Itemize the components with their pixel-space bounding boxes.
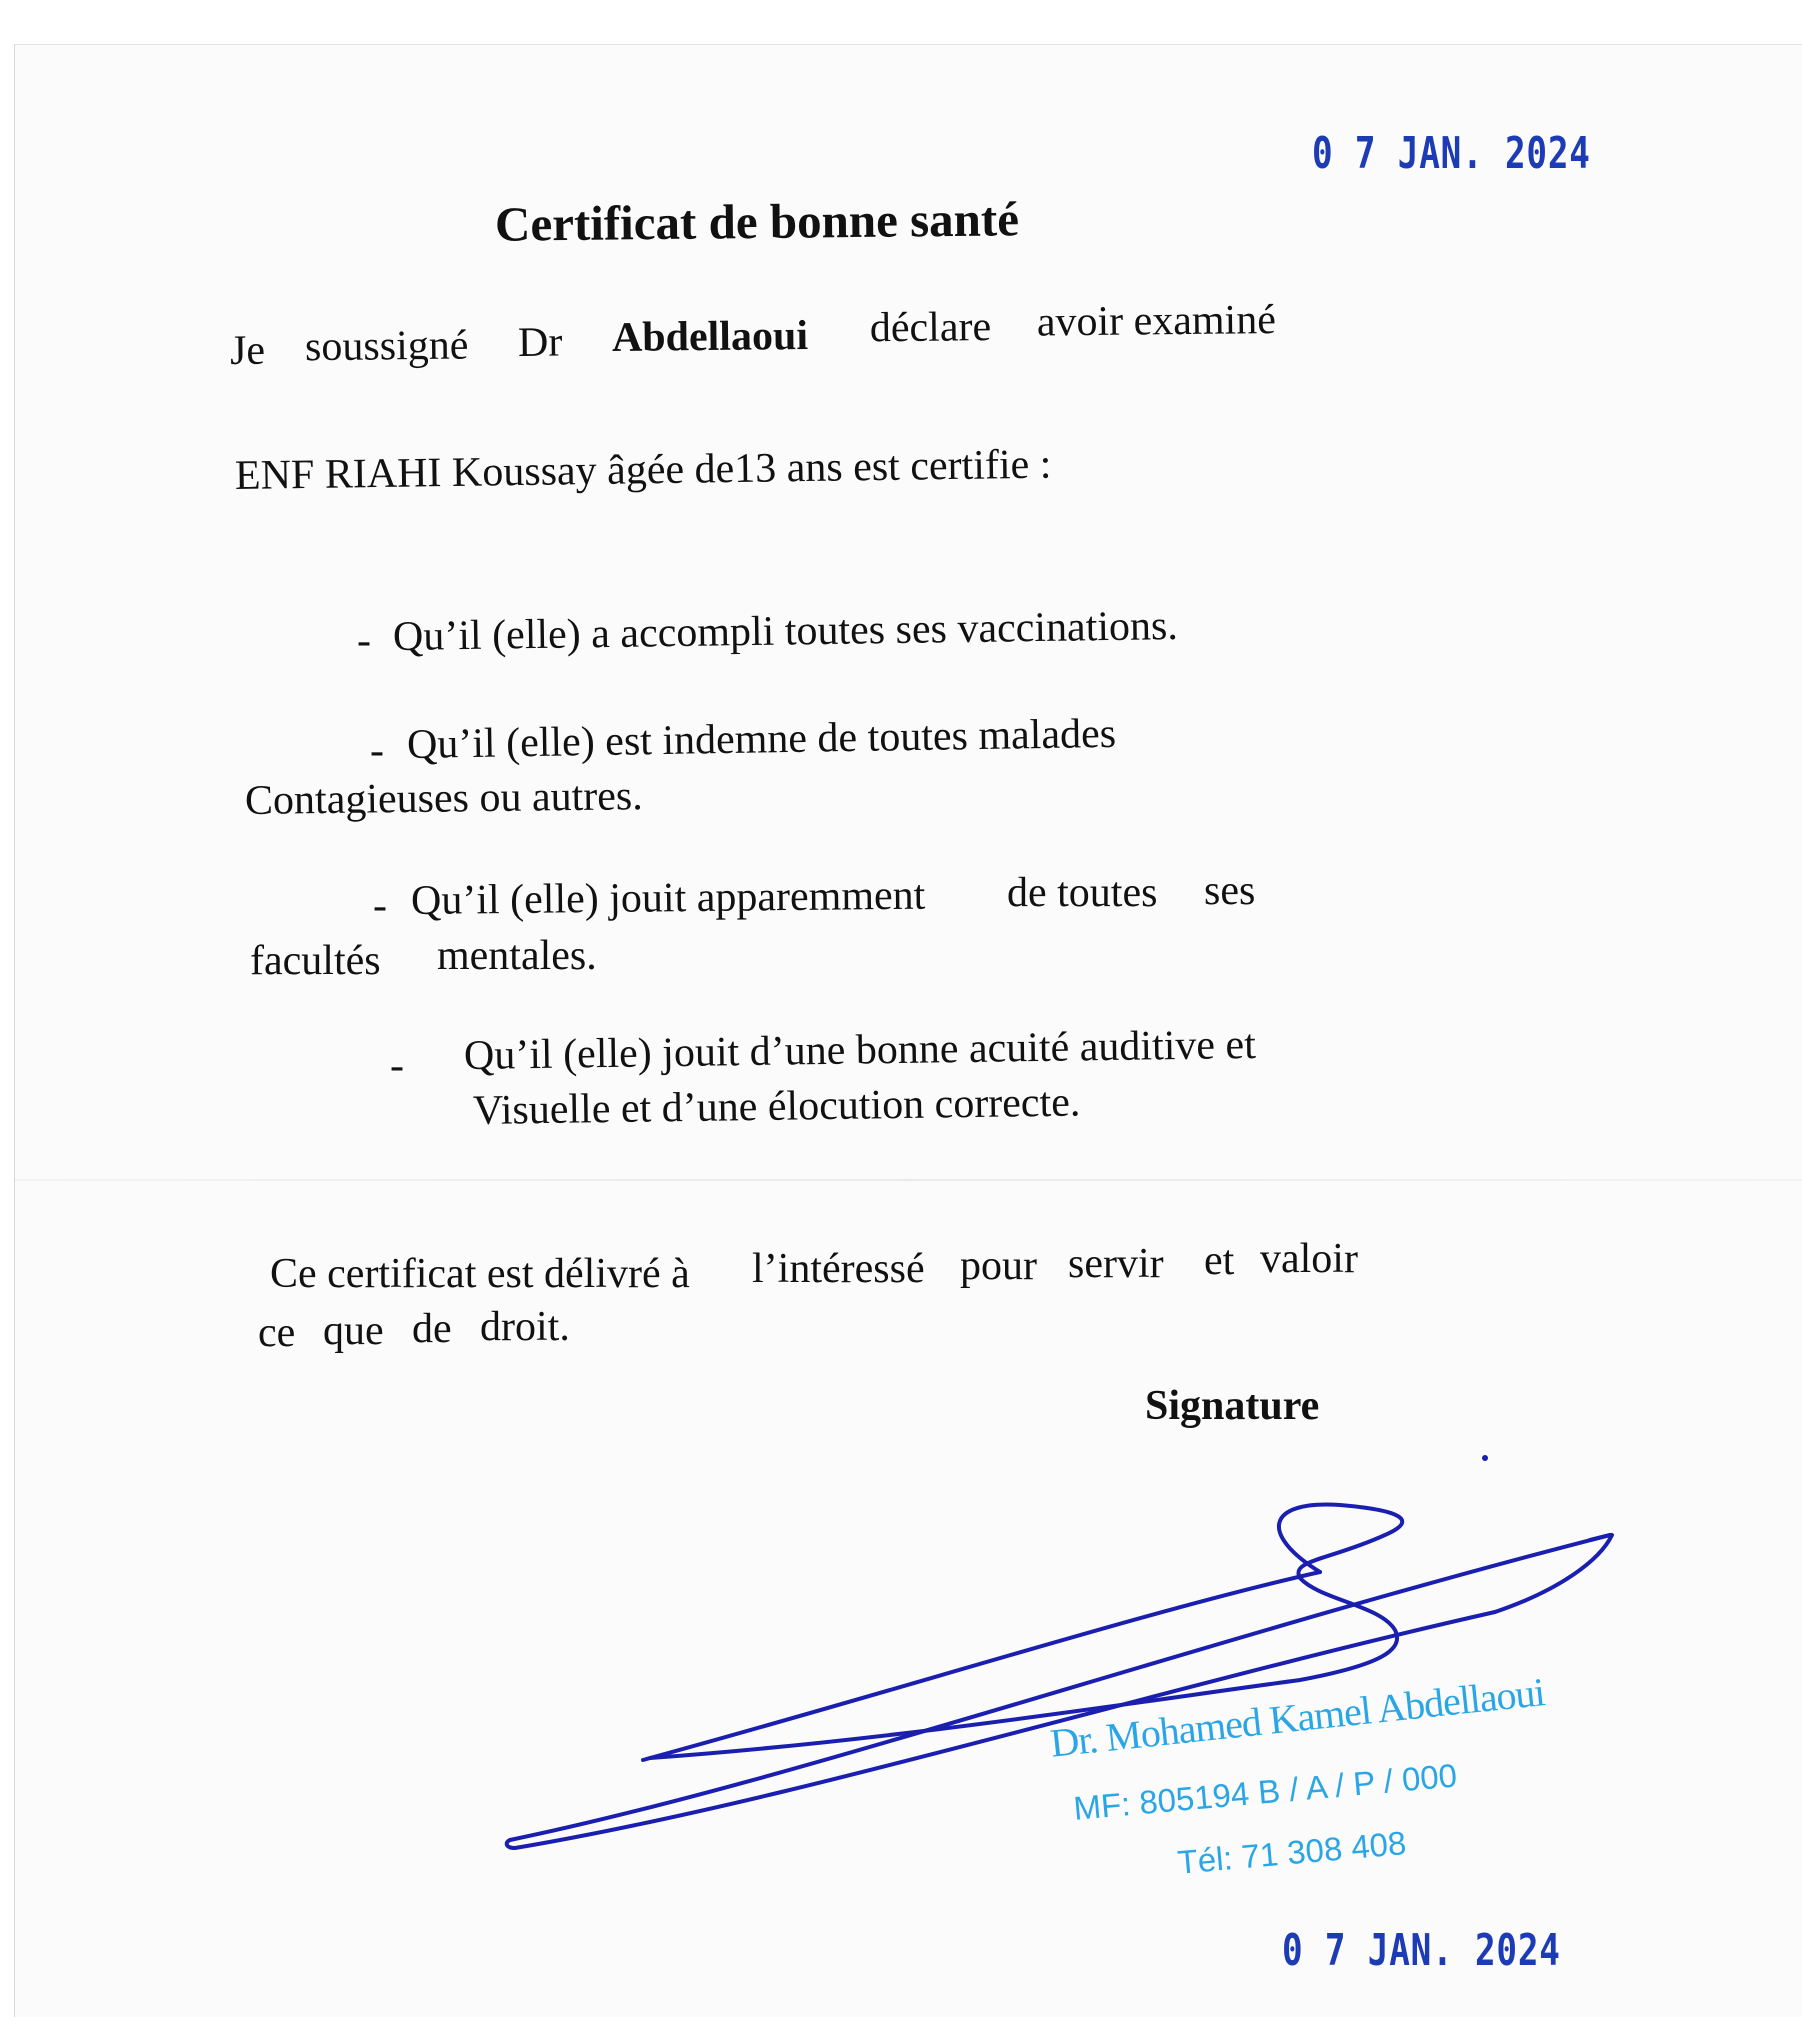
doctor-stamp-tel: Tél: 71 308 408 xyxy=(1176,1824,1408,1881)
bullet-3-line-1a: Qu’il (elle) jouit apparemment xyxy=(410,872,926,924)
bullet-3-line-1c: ses xyxy=(1204,868,1256,914)
intro-soussigne: soussigné xyxy=(304,322,469,371)
closing-1e: et xyxy=(1204,1238,1235,1284)
bullet-1-line: Qu’il (elle) a accompli toutes ses vaccinations. xyxy=(392,603,1179,660)
bullet-4-line-1: Qu’il (elle) jouit d’une bonne acuité auditive et xyxy=(463,1021,1257,1079)
bullet-dash-4: - xyxy=(390,1043,404,1089)
closing-2d: droit. xyxy=(480,1304,570,1350)
closing-1d: servir xyxy=(1068,1241,1164,1287)
bullet-3-line-2a: facultés xyxy=(250,938,381,984)
date-stamp-bottom: 0 7 JAN. 2024 xyxy=(1282,1925,1561,1976)
patient-line: ENF RIAHI Koussay âgée de13 ans est certifie : xyxy=(234,441,1052,499)
closing-2a: ce xyxy=(258,1310,296,1356)
doctor-stamp-name: Dr. Mohamed Kamel Abdellaoui xyxy=(1048,1669,1547,1766)
bullet-4-line-2: Visuelle et d’une élocution correcte. xyxy=(472,1079,1081,1134)
intro-declare: déclare xyxy=(869,304,992,352)
bullet-3-line-1b: de toutes xyxy=(1007,870,1158,916)
bullet-3-line-2b: mentales. xyxy=(437,933,597,979)
bullet-dash-3: - xyxy=(373,883,387,929)
document-title: Certificat de bonne santé xyxy=(494,191,1020,252)
bullet-2-line-1: Qu’il (elle) est indemne de toutes malades xyxy=(406,710,1117,768)
date-stamp-top: 0 7 JAN. 2024 xyxy=(1312,128,1591,179)
bullet-dash-1: - xyxy=(357,618,371,664)
closing-2c: de xyxy=(412,1306,452,1352)
intro-je: Je xyxy=(229,327,266,374)
intro-dr: Dr xyxy=(517,319,563,366)
closing-1b: l’intéressé xyxy=(752,1246,925,1292)
closing-1f: valoir xyxy=(1260,1236,1358,1282)
closing-1a: Ce certificat est délivré à xyxy=(270,1251,690,1297)
doctor-name: Abdellaoui xyxy=(611,312,809,361)
closing-2b: que xyxy=(323,1308,384,1354)
signature-label: Signature xyxy=(1145,1383,1320,1429)
bullet-dash-2: - xyxy=(370,728,384,774)
intro-avoir-examine: avoir examiné xyxy=(1036,297,1277,346)
bullet-2-line-2: Contagieuses ou autres. xyxy=(244,773,644,824)
closing-1c: pour xyxy=(960,1243,1037,1289)
doctor-stamp-mf: MF: 805194 B / A / P / 000 xyxy=(1072,1756,1459,1827)
